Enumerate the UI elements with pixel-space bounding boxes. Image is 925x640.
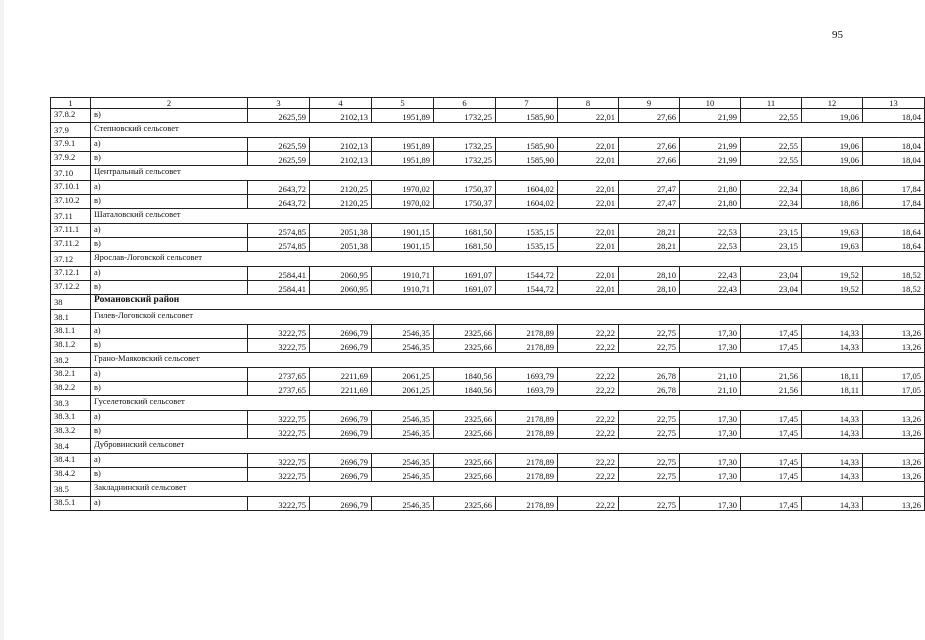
value-cell: 2325,66 xyxy=(434,411,496,425)
value-cell: 1604,02 xyxy=(496,195,558,209)
value-cell: 1604,02 xyxy=(496,181,558,195)
row-label: в) xyxy=(91,339,248,353)
table-row xyxy=(51,138,925,152)
value-cell: 17,05 xyxy=(863,382,925,396)
value-cell: 21,99 xyxy=(680,152,741,166)
value-cell: 18,64 xyxy=(863,224,925,238)
value-cell: 2625,59 xyxy=(248,138,310,152)
value-cell: 1840,56 xyxy=(434,368,496,382)
value-cell: 2696,79 xyxy=(310,497,372,511)
value-cell: 28,10 xyxy=(619,267,680,281)
page-number: 95 xyxy=(832,29,843,41)
table-row xyxy=(51,339,925,353)
value-cell: 28,10 xyxy=(619,281,680,295)
value-cell: 1585,90 xyxy=(496,109,558,123)
row-label: а) xyxy=(91,411,248,425)
value-cell: 2584,41 xyxy=(248,267,310,281)
section-code: 37.9 xyxy=(51,123,91,138)
row-code: 37.8.2 xyxy=(51,109,91,123)
header-row xyxy=(51,98,925,109)
value-cell: 2625,59 xyxy=(248,109,310,123)
row-label: а) xyxy=(91,138,248,152)
value-cell: 23,04 xyxy=(741,281,802,295)
value-cell: 27,66 xyxy=(619,152,680,166)
value-cell: 27,66 xyxy=(619,138,680,152)
value-cell: 21,99 xyxy=(680,109,741,123)
value-cell: 2061,25 xyxy=(372,382,434,396)
section-row xyxy=(51,123,925,138)
value-cell: 17,84 xyxy=(863,195,925,209)
value-cell: 17,05 xyxy=(863,368,925,382)
value-cell: 1732,25 xyxy=(434,152,496,166)
value-cell: 2696,79 xyxy=(310,454,372,468)
value-cell: 2120,25 xyxy=(310,195,372,209)
value-cell: 3222,75 xyxy=(248,411,310,425)
table-row xyxy=(51,109,925,123)
value-cell: 18,86 xyxy=(802,181,863,195)
value-cell: 2574,85 xyxy=(248,238,310,252)
column-number: 5 xyxy=(372,98,434,109)
row-label: а) xyxy=(91,454,248,468)
row-label: а) xyxy=(91,181,248,195)
value-cell: 2051,38 xyxy=(310,238,372,252)
value-cell: 13,26 xyxy=(863,454,925,468)
row-code: 38.2.1 xyxy=(51,368,91,382)
value-cell: 17,30 xyxy=(680,425,741,439)
row-label: а) xyxy=(91,368,248,382)
value-cell: 22,75 xyxy=(619,497,680,511)
value-cell: 22,01 xyxy=(558,195,619,209)
table-row xyxy=(51,411,925,425)
value-cell: 1585,90 xyxy=(496,138,558,152)
value-cell: 1951,89 xyxy=(372,152,434,166)
value-cell: 1681,50 xyxy=(434,238,496,252)
section-code: 38.4 xyxy=(51,439,91,454)
value-cell: 14,33 xyxy=(802,339,863,353)
value-cell: 22,55 xyxy=(741,138,802,152)
value-cell: 2546,35 xyxy=(372,468,434,482)
value-cell: 3222,75 xyxy=(248,339,310,353)
column-number: 10 xyxy=(680,98,741,109)
section-name: Центральный сельсовет xyxy=(91,166,925,181)
district-name: Романовский район xyxy=(91,295,925,310)
value-cell: 17,84 xyxy=(863,181,925,195)
value-cell: 2325,66 xyxy=(434,339,496,353)
value-cell: 22,22 xyxy=(558,339,619,353)
table-row xyxy=(51,152,925,166)
table-row xyxy=(51,497,925,511)
table-row xyxy=(51,454,925,468)
value-cell: 28,21 xyxy=(619,238,680,252)
value-cell: 1535,15 xyxy=(496,238,558,252)
value-cell: 21,10 xyxy=(680,382,741,396)
value-cell: 22,75 xyxy=(619,468,680,482)
column-number: 12 xyxy=(802,98,863,109)
value-cell: 1681,50 xyxy=(434,224,496,238)
row-label: а) xyxy=(91,325,248,339)
section-row xyxy=(51,353,925,368)
value-cell: 17,30 xyxy=(680,339,741,353)
value-cell: 22,55 xyxy=(741,152,802,166)
value-cell: 22,01 xyxy=(558,109,619,123)
value-cell: 14,33 xyxy=(802,425,863,439)
value-cell: 1535,15 xyxy=(496,224,558,238)
value-cell: 17,45 xyxy=(741,325,802,339)
value-cell: 1951,89 xyxy=(372,109,434,123)
value-cell: 3222,75 xyxy=(248,325,310,339)
value-cell: 2696,79 xyxy=(310,339,372,353)
value-cell: 22,34 xyxy=(741,181,802,195)
value-cell: 14,33 xyxy=(802,497,863,511)
value-cell: 19,52 xyxy=(802,281,863,295)
value-cell: 22,01 xyxy=(558,281,619,295)
value-cell: 17,30 xyxy=(680,325,741,339)
row-label: в) xyxy=(91,281,248,295)
section-row xyxy=(51,252,925,267)
value-cell: 1910,71 xyxy=(372,267,434,281)
section-row xyxy=(51,439,925,454)
row-code: 37.9.1 xyxy=(51,138,91,152)
value-cell: 19,06 xyxy=(802,152,863,166)
value-cell: 1585,90 xyxy=(496,152,558,166)
section-code: 38.5 xyxy=(51,482,91,497)
column-number: 2 xyxy=(91,98,248,109)
value-cell: 22,55 xyxy=(741,109,802,123)
value-cell: 1750,37 xyxy=(434,195,496,209)
value-cell: 22,22 xyxy=(558,325,619,339)
row-label: а) xyxy=(91,497,248,511)
value-cell: 18,52 xyxy=(863,267,925,281)
row-code: 38.1.1 xyxy=(51,325,91,339)
value-cell: 28,21 xyxy=(619,224,680,238)
section-name: Гуселетовский сельсовет xyxy=(91,396,925,411)
value-cell: 18,04 xyxy=(863,152,925,166)
value-cell: 2737,65 xyxy=(248,382,310,396)
row-label: в) xyxy=(91,468,248,482)
value-cell: 17,45 xyxy=(741,468,802,482)
section-name: Закладнинский сельсовет xyxy=(91,482,925,497)
section-row xyxy=(51,166,925,181)
value-cell: 2643,72 xyxy=(248,195,310,209)
row-code: 37.12.2 xyxy=(51,281,91,295)
table-row xyxy=(51,468,925,482)
value-cell: 19,06 xyxy=(802,138,863,152)
value-cell: 2737,65 xyxy=(248,368,310,382)
row-label: а) xyxy=(91,267,248,281)
value-cell: 2178,89 xyxy=(496,339,558,353)
section-code: 38 xyxy=(51,295,91,310)
value-cell: 22,01 xyxy=(558,224,619,238)
value-cell: 18,86 xyxy=(802,195,863,209)
value-cell: 14,33 xyxy=(802,468,863,482)
value-cell: 2546,35 xyxy=(372,425,434,439)
value-cell: 2325,66 xyxy=(434,497,496,511)
value-cell: 22,01 xyxy=(558,267,619,281)
section-row xyxy=(51,482,925,497)
value-cell: 2625,59 xyxy=(248,152,310,166)
value-cell: 18,64 xyxy=(863,238,925,252)
value-cell: 2325,66 xyxy=(434,425,496,439)
value-cell: 13,26 xyxy=(863,497,925,511)
value-cell: 22,22 xyxy=(558,368,619,382)
row-code: 37.10.2 xyxy=(51,195,91,209)
row-label: а) xyxy=(91,224,248,238)
value-cell: 2546,35 xyxy=(372,411,434,425)
value-cell: 22,01 xyxy=(558,138,619,152)
row-label: в) xyxy=(91,382,248,396)
value-cell: 21,10 xyxy=(680,368,741,382)
district-row xyxy=(51,295,925,310)
table-row xyxy=(51,325,925,339)
value-cell: 21,56 xyxy=(741,368,802,382)
value-cell: 2102,13 xyxy=(310,109,372,123)
row-code: 37.10.1 xyxy=(51,181,91,195)
value-cell: 22,43 xyxy=(680,267,741,281)
value-cell: 2178,89 xyxy=(496,411,558,425)
value-cell: 2546,35 xyxy=(372,454,434,468)
value-cell: 22,01 xyxy=(558,152,619,166)
section-code: 38.2 xyxy=(51,353,91,368)
value-cell: 2060,95 xyxy=(310,267,372,281)
value-cell: 23,04 xyxy=(741,267,802,281)
value-cell: 2102,13 xyxy=(310,138,372,152)
value-cell: 13,26 xyxy=(863,468,925,482)
section-row xyxy=(51,310,925,325)
value-cell: 26,78 xyxy=(619,368,680,382)
row-code: 38.3.1 xyxy=(51,411,91,425)
value-cell: 2643,72 xyxy=(248,181,310,195)
value-cell: 3222,75 xyxy=(248,454,310,468)
value-cell: 3222,75 xyxy=(248,425,310,439)
value-cell: 21,56 xyxy=(741,382,802,396)
value-cell: 22,75 xyxy=(619,325,680,339)
value-cell: 18,11 xyxy=(802,382,863,396)
value-cell: 17,30 xyxy=(680,411,741,425)
column-number: 8 xyxy=(558,98,619,109)
value-cell: 18,04 xyxy=(863,138,925,152)
value-cell: 1901,15 xyxy=(372,238,434,252)
value-cell: 21,80 xyxy=(680,181,741,195)
value-cell: 2696,79 xyxy=(310,325,372,339)
column-number: 9 xyxy=(619,98,680,109)
value-cell: 2325,66 xyxy=(434,454,496,468)
value-cell: 27,47 xyxy=(619,195,680,209)
row-label: в) xyxy=(91,425,248,439)
row-label: в) xyxy=(91,238,248,252)
value-cell: 14,33 xyxy=(802,454,863,468)
value-cell: 2211,69 xyxy=(310,382,372,396)
value-cell: 22,22 xyxy=(558,382,619,396)
table-row xyxy=(51,382,925,396)
value-cell: 17,45 xyxy=(741,454,802,468)
value-cell: 2120,25 xyxy=(310,181,372,195)
value-cell: 17,45 xyxy=(741,497,802,511)
section-name: Степновский сельсовет xyxy=(91,123,925,138)
value-cell: 1693,79 xyxy=(496,382,558,396)
section-code: 37.10 xyxy=(51,166,91,181)
value-cell: 2696,79 xyxy=(310,425,372,439)
value-cell: 18,52 xyxy=(863,281,925,295)
value-cell: 22,75 xyxy=(619,411,680,425)
value-cell: 22,22 xyxy=(558,454,619,468)
row-label: в) xyxy=(91,195,248,209)
value-cell: 22,75 xyxy=(619,339,680,353)
value-cell: 2696,79 xyxy=(310,468,372,482)
value-cell: 19,52 xyxy=(802,267,863,281)
value-cell: 1544,72 xyxy=(496,281,558,295)
row-code: 38.4.2 xyxy=(51,468,91,482)
value-cell: 2051,38 xyxy=(310,224,372,238)
value-cell: 19,63 xyxy=(802,238,863,252)
value-cell: 2060,95 xyxy=(310,281,372,295)
value-cell: 3222,75 xyxy=(248,468,310,482)
section-code: 38.1 xyxy=(51,310,91,325)
value-cell: 13,26 xyxy=(863,325,925,339)
table-row xyxy=(51,238,925,252)
value-cell: 22,43 xyxy=(680,281,741,295)
section-code: 38.3 xyxy=(51,396,91,411)
row-code: 38.3.2 xyxy=(51,425,91,439)
value-cell: 2178,89 xyxy=(496,468,558,482)
row-code: 37.9.2 xyxy=(51,152,91,166)
column-number: 3 xyxy=(248,98,310,109)
scan-edge xyxy=(0,0,4,640)
value-cell: 1732,25 xyxy=(434,109,496,123)
value-cell: 17,30 xyxy=(680,454,741,468)
value-cell: 22,53 xyxy=(680,224,741,238)
value-cell: 1544,72 xyxy=(496,267,558,281)
value-cell: 1840,56 xyxy=(434,382,496,396)
row-code: 38.5.1 xyxy=(51,497,91,511)
value-cell: 22,53 xyxy=(680,238,741,252)
value-cell: 17,30 xyxy=(680,497,741,511)
value-cell: 27,47 xyxy=(619,181,680,195)
value-cell: 2584,41 xyxy=(248,281,310,295)
table-row xyxy=(51,368,925,382)
value-cell: 17,45 xyxy=(741,339,802,353)
value-cell: 13,26 xyxy=(863,339,925,353)
value-cell: 26,78 xyxy=(619,382,680,396)
value-cell: 2061,25 xyxy=(372,368,434,382)
value-cell: 2178,89 xyxy=(496,497,558,511)
value-cell: 1910,71 xyxy=(372,281,434,295)
value-cell: 22,01 xyxy=(558,181,619,195)
value-cell: 1732,25 xyxy=(434,138,496,152)
value-cell: 2211,69 xyxy=(310,368,372,382)
section-name: Шаталовский сельсовет xyxy=(91,209,925,224)
table-row xyxy=(51,425,925,439)
value-cell: 18,11 xyxy=(802,368,863,382)
column-number: 7 xyxy=(496,98,558,109)
value-cell: 14,33 xyxy=(802,411,863,425)
table-row xyxy=(51,195,925,209)
value-cell: 2178,89 xyxy=(496,454,558,468)
row-label: в) xyxy=(91,152,248,166)
value-cell: 22,22 xyxy=(558,468,619,482)
value-cell: 17,45 xyxy=(741,425,802,439)
row-code: 38.4.1 xyxy=(51,454,91,468)
section-row xyxy=(51,396,925,411)
value-cell: 3222,75 xyxy=(248,497,310,511)
value-cell: 2696,79 xyxy=(310,411,372,425)
row-code: 37.12.1 xyxy=(51,267,91,281)
value-cell: 1970,02 xyxy=(372,181,434,195)
value-cell: 1901,15 xyxy=(372,224,434,238)
value-cell: 22,34 xyxy=(741,195,802,209)
value-cell: 1970,02 xyxy=(372,195,434,209)
value-cell: 1693,79 xyxy=(496,368,558,382)
value-cell: 2325,66 xyxy=(434,468,496,482)
value-cell: 19,06 xyxy=(802,109,863,123)
value-cell: 2325,66 xyxy=(434,325,496,339)
section-name: Дубровинский сельсовет xyxy=(91,439,925,454)
row-label: в) xyxy=(91,109,248,123)
value-cell: 21,99 xyxy=(680,138,741,152)
value-cell: 17,30 xyxy=(680,468,741,482)
value-cell: 19,63 xyxy=(802,224,863,238)
table-row xyxy=(51,267,925,281)
value-cell: 23,15 xyxy=(741,224,802,238)
value-cell: 22,75 xyxy=(619,425,680,439)
value-cell: 2102,13 xyxy=(310,152,372,166)
tariff-table xyxy=(50,97,925,511)
table-row xyxy=(51,281,925,295)
section-name: Ярослав-Логовской сельсовет xyxy=(91,252,925,267)
value-cell: 2546,35 xyxy=(372,325,434,339)
section-name: Грано-Маяковский сельсовет xyxy=(91,353,925,368)
value-cell: 22,22 xyxy=(558,497,619,511)
value-cell: 23,15 xyxy=(741,238,802,252)
value-cell: 2178,89 xyxy=(496,325,558,339)
row-code: 37.11.1 xyxy=(51,224,91,238)
value-cell: 13,26 xyxy=(863,411,925,425)
table-row xyxy=(51,224,925,238)
row-code: 37.11.2 xyxy=(51,238,91,252)
value-cell: 2546,35 xyxy=(372,497,434,511)
column-number: 4 xyxy=(310,98,372,109)
value-cell: 22,22 xyxy=(558,425,619,439)
value-cell: 18,04 xyxy=(863,109,925,123)
value-cell: 2574,85 xyxy=(248,224,310,238)
value-cell: 2546,35 xyxy=(372,339,434,353)
column-number: 1 xyxy=(51,98,91,109)
value-cell: 22,75 xyxy=(619,454,680,468)
value-cell: 13,26 xyxy=(863,425,925,439)
row-code: 38.1.2 xyxy=(51,339,91,353)
column-number: 13 xyxy=(863,98,925,109)
value-cell: 17,45 xyxy=(741,411,802,425)
section-row xyxy=(51,209,925,224)
value-cell: 1691,07 xyxy=(434,281,496,295)
section-code: 37.12 xyxy=(51,252,91,267)
value-cell: 27,66 xyxy=(619,109,680,123)
value-cell: 1951,89 xyxy=(372,138,434,152)
value-cell: 14,33 xyxy=(802,325,863,339)
value-cell: 1750,37 xyxy=(434,181,496,195)
section-name: Гилев-Логовской сельсовет xyxy=(91,310,925,325)
row-code: 38.2.2 xyxy=(51,382,91,396)
value-cell: 2178,89 xyxy=(496,425,558,439)
section-code: 37.11 xyxy=(51,209,91,224)
column-number: 6 xyxy=(434,98,496,109)
table-row xyxy=(51,181,925,195)
column-number: 11 xyxy=(741,98,802,109)
value-cell: 1691,07 xyxy=(434,267,496,281)
value-cell: 22,22 xyxy=(558,411,619,425)
value-cell: 21,80 xyxy=(680,195,741,209)
value-cell: 22,01 xyxy=(558,238,619,252)
